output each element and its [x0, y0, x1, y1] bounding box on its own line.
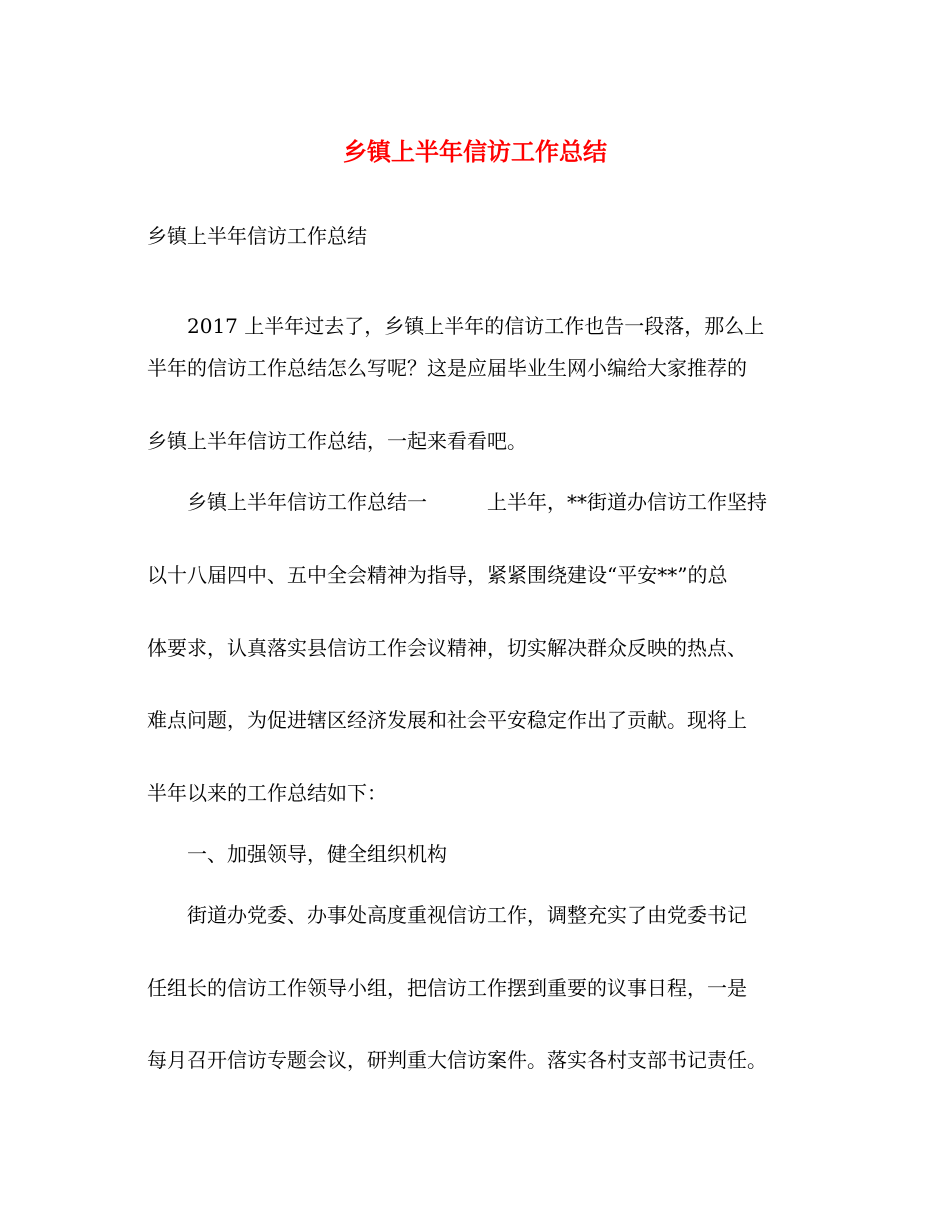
paragraph-line: 半年以来的工作总结如下：: [147, 781, 387, 805]
document-title: 乡镇上半年信访工作总结: [343, 138, 607, 166]
paragraph-line: 难点问题，为促进辖区经济发展和社会平安稳定作出了贡献。现将上: [147, 708, 747, 732]
section-heading: 一、加强领导，健全组织机构: [187, 842, 447, 866]
paragraph-line: 乡镇上半年信访工作总结一 上半年，**街道办信访工作坚持: [187, 490, 767, 514]
subtitle-line: 乡镇上半年信访工作总结: [147, 224, 367, 248]
paragraph-line: 任组长的信访工作领导小组，把信访工作摆到重要的议事日程，一是: [147, 976, 747, 1000]
paragraph-line: 乡镇上半年信访工作总结，一起来看看吧。: [147, 429, 527, 453]
paragraph-line: 以十八届四中、五中全会精神为指导，紧紧围绕建设“平安**”的总: [147, 563, 728, 587]
paragraph-line: 每月召开信访专题会议，研判重大信访案件。落实各村支部书记责任。: [147, 1048, 767, 1072]
paragraph-line: 街道办党委、办事处高度重视信访工作，调整充实了由党委书记: [187, 903, 747, 927]
paragraph-line: 体要求，认真落实县信访工作会议精神，切实解决群众反映的热点、: [147, 636, 747, 660]
paragraph-line: 半年的信访工作总结怎么写呢？这是应届毕业生网小编给大家推荐的: [147, 356, 747, 380]
paragraph-line: 2017 上半年过去了，乡镇上半年的信访工作也告一段落，那么上: [187, 314, 765, 338]
